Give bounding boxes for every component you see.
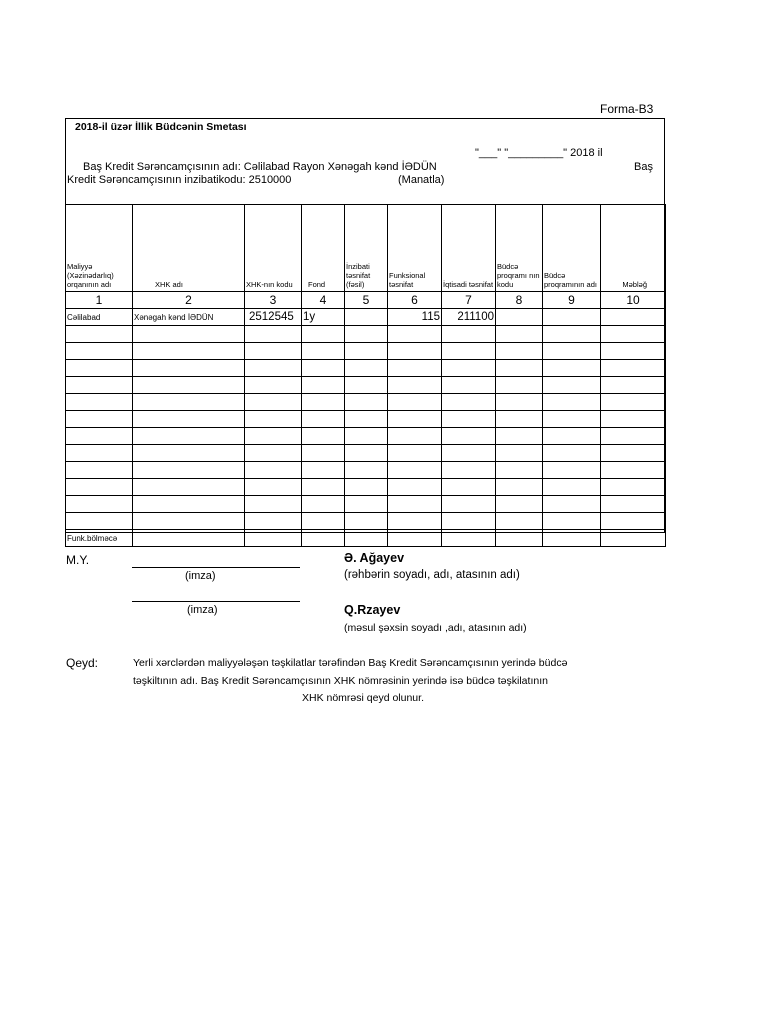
document-title: 2018-il üzər İllik Büdcənin Smetası xyxy=(75,121,247,133)
signature-line xyxy=(132,601,300,602)
column-number: 1 xyxy=(66,292,133,309)
header-cell: Büdcə proqramının adı xyxy=(543,205,601,292)
header-cell: Funksional təsnifat xyxy=(388,205,442,292)
header-cell: İqtisadi təsnifat xyxy=(442,205,496,292)
table-row xyxy=(66,377,666,394)
header-row xyxy=(66,205,666,292)
signature-caption: (imza) xyxy=(185,570,216,582)
note-label: Qeyd: xyxy=(66,656,99,670)
header-cell: İnzibati təsnifat (fəsil) xyxy=(345,205,388,292)
table-row xyxy=(66,360,666,377)
header-cell: XHK-nın kodu xyxy=(245,205,302,292)
table-row xyxy=(66,530,666,547)
table-row xyxy=(66,428,666,445)
table-row xyxy=(66,394,666,411)
functional-section-label: Funk.bölməcə xyxy=(66,530,133,547)
column-number: 8 xyxy=(496,292,543,309)
column-number: 9 xyxy=(543,292,601,309)
cell-organization: Xənəgah kənd İƏDÜN xyxy=(133,309,245,326)
responsible-person-name: Q.Rzayev xyxy=(344,603,401,617)
date-line: "___" "_________" 2018 il xyxy=(475,147,603,159)
column-number: 6 xyxy=(388,292,442,309)
stamp-place-label: M.Y. xyxy=(66,553,90,567)
note-text-line: XHK nömrəsi qeyd olunur. xyxy=(302,692,424,704)
note-text-line: təşkiltının adı. Baş Kredit Sərəncamçısının XHK nömrəsinin yerində isə büdcə təşkilatının xyxy=(133,675,548,687)
table-row xyxy=(66,343,666,360)
cell-amount xyxy=(601,309,666,326)
credit-manager-name: Baş Kredit Sərəncamçısının adı: Cəlilabad Rayon Xənəgah kənd İƏDÜN xyxy=(83,161,437,173)
table-row xyxy=(66,326,666,343)
table-row xyxy=(66,479,666,496)
header-cell: Maliyyə (Xəzinədarlıq) orqanının adı xyxy=(66,205,133,292)
cell-fund: 1y xyxy=(302,309,345,326)
column-number: 3 xyxy=(245,292,302,309)
column-number: 2 xyxy=(133,292,245,309)
cell-functional-class: 115 xyxy=(388,309,442,326)
cell-program-name xyxy=(543,309,601,326)
column-number: 4 xyxy=(302,292,345,309)
credit-manager-code: Kredit Sərəncamçısının inzibatikodu: 2510000 xyxy=(67,174,292,186)
column-number: 10 xyxy=(601,292,666,309)
table-row xyxy=(66,445,666,462)
director-caption: (rəhbərin soyadı, adı, atasının adı) xyxy=(344,569,520,581)
header-cell: XHK adı xyxy=(133,205,245,292)
header-cell: Məbləğ xyxy=(601,205,666,292)
cell-economic-class: 211100 xyxy=(442,309,496,326)
note-text-line: Yerli xərclərdən maliyyələşən təşkilatlar tərəfindən Baş Kredit Sərəncamçısının yerində büdcə xyxy=(133,657,568,669)
signature-caption: (imza) xyxy=(187,604,218,616)
header-cell: Büdcə proqramı nın kodu xyxy=(496,205,543,292)
responsible-person-caption: (məsul şəxsin soyadı ,adı, atasının adı) xyxy=(344,622,527,634)
cell-region: Cəlilabad xyxy=(66,309,133,326)
column-number: 7 xyxy=(442,292,496,309)
credit-manager-name-continued: Baş xyxy=(634,161,653,173)
form-code: Forma-B3 xyxy=(600,102,654,116)
cell-xhk-code: 2512545 xyxy=(245,309,302,326)
table-row xyxy=(66,411,666,428)
currency-note: (Manatla) xyxy=(398,174,445,186)
cell-admin-class xyxy=(345,309,388,326)
director-name: Ə. Ağayev xyxy=(344,551,405,565)
budget-table xyxy=(65,204,666,547)
signature-line xyxy=(132,567,300,568)
table-row xyxy=(66,496,666,513)
column-number-row xyxy=(66,292,666,309)
cell-program-code xyxy=(496,309,543,326)
column-number: 5 xyxy=(345,292,388,309)
table-row xyxy=(66,309,666,326)
table-row xyxy=(66,462,666,479)
header-cell: Fond xyxy=(302,205,345,292)
table-row xyxy=(66,513,666,530)
